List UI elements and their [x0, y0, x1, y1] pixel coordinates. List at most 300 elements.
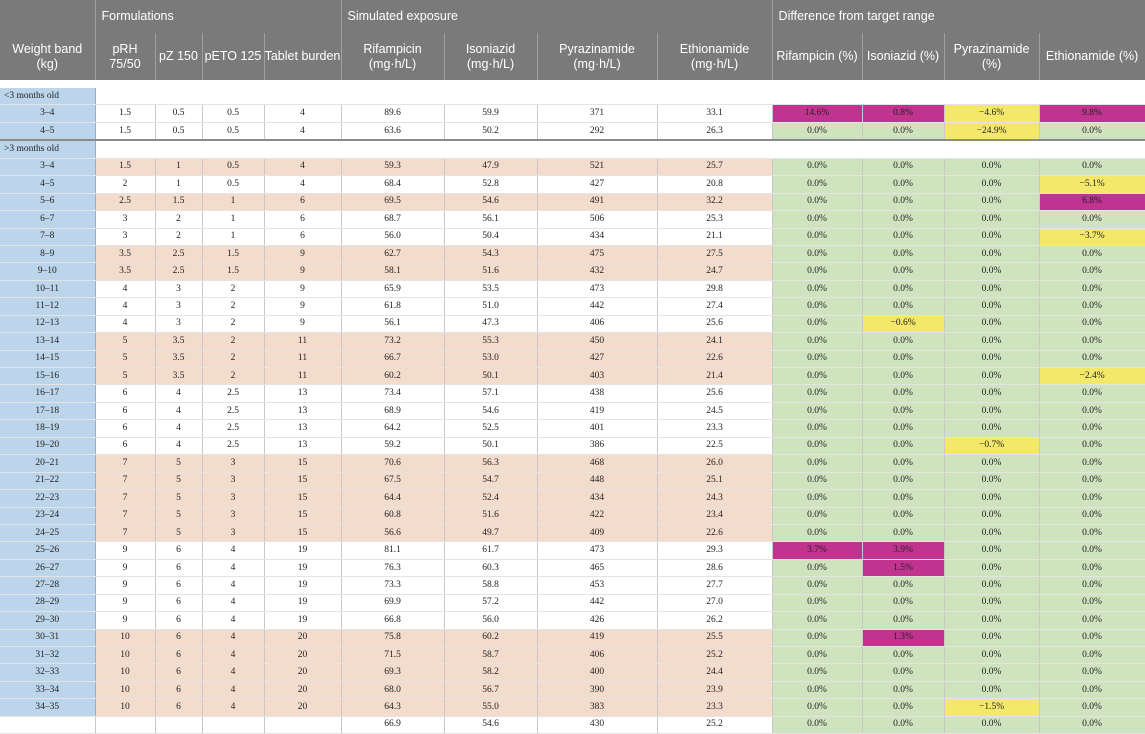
exp-rif-cell: 69.3 — [341, 664, 444, 681]
summary-diff-eto: 0.0% — [1039, 716, 1145, 733]
table-row — [0, 158, 1145, 175]
prh-cell: 4 — [95, 315, 155, 332]
table-row — [0, 263, 1145, 280]
diff-eto-cell: 0.0% — [1039, 472, 1145, 489]
weight-band-cell: 30–31 — [0, 629, 95, 646]
tablet-cell: 9 — [264, 245, 341, 262]
diff-rif-cell: 0.0% — [772, 647, 862, 664]
exp-pza-cell: 450 — [537, 333, 657, 350]
table-row — [0, 647, 1145, 664]
table-row — [0, 105, 1145, 122]
diff-pza-cell: 0.0% — [944, 280, 1039, 297]
peto-cell: 1.5 — [202, 263, 264, 280]
col-pz: pZ 150 — [155, 33, 202, 80]
tablet-cell: 20 — [264, 629, 341, 646]
section-row-lt3 — [0, 88, 1145, 105]
exp-pza-cell: 473 — [537, 542, 657, 559]
diff-eto-cell: 0.0% — [1039, 280, 1145, 297]
diff-rif-cell: 0.0% — [772, 559, 862, 576]
table-row — [0, 176, 1145, 193]
pz-cell: 5 — [155, 490, 202, 507]
tablet-cell: 15 — [264, 490, 341, 507]
weight-band-cell: 34–35 — [0, 699, 95, 716]
pz-cell: 6 — [155, 664, 202, 681]
prh-cell: 9 — [95, 559, 155, 576]
table-row — [0, 368, 1145, 385]
exp-rif-cell: 73.3 — [341, 577, 444, 594]
exp-inh-cell: 55.0 — [444, 699, 537, 716]
weight-band-cell: 26–27 — [0, 559, 95, 576]
exp-rif-cell: 60.2 — [341, 368, 444, 385]
exp-eto-cell: 24.4 — [657, 664, 772, 681]
summary-pz — [155, 716, 202, 733]
exp-pza-cell: 506 — [537, 211, 657, 228]
exp-inh-cell: 60.2 — [444, 629, 537, 646]
diff-rif-cell: 0.0% — [772, 699, 862, 716]
exp-pza-cell: 438 — [537, 385, 657, 402]
tablet-cell: 20 — [264, 699, 341, 716]
exp-inh-cell: 52.8 — [444, 176, 537, 193]
table-row — [0, 385, 1145, 402]
diff-rif-cell: 0.0% — [772, 193, 862, 210]
exp-rif-cell: 69.9 — [341, 594, 444, 611]
table-row — [0, 681, 1145, 698]
weight-band-cell: 3–4 — [0, 158, 95, 175]
exp-eto-cell: 33.1 — [657, 105, 772, 122]
exp-rif-cell: 59.2 — [341, 437, 444, 454]
diff-pza-cell: 0.0% — [944, 647, 1039, 664]
weight-band-cell: 32–33 — [0, 664, 95, 681]
exp-rif-cell: 62.7 — [341, 245, 444, 262]
diff-pza-cell: 0.0% — [944, 420, 1039, 437]
header-difference: Difference from target range — [772, 0, 1145, 33]
exp-eto-cell: 25.5 — [657, 629, 772, 646]
exp-pza-cell: 475 — [537, 245, 657, 262]
peto-cell: 3 — [202, 507, 264, 524]
diff-rif-cell: 0.0% — [772, 524, 862, 541]
tablet-cell: 15 — [264, 472, 341, 489]
exp-rif-cell: 60.8 — [341, 507, 444, 524]
prh-cell: 7 — [95, 507, 155, 524]
exp-rif-cell: 64.4 — [341, 490, 444, 507]
exp-inh-cell: 57.1 — [444, 385, 537, 402]
prh-cell: 1.5 — [95, 122, 155, 140]
exp-eto-cell: 22.6 — [657, 524, 772, 541]
exp-eto-cell: 25.3 — [657, 211, 772, 228]
diff-pza-cell: 0.0% — [944, 211, 1039, 228]
table-row — [0, 699, 1145, 716]
tablet-cell: 15 — [264, 524, 341, 541]
tablet-cell: 15 — [264, 455, 341, 472]
tablet-cell: 19 — [264, 577, 341, 594]
diff-eto-cell: 0.0% — [1039, 629, 1145, 646]
exp-pza-cell: 403 — [537, 368, 657, 385]
diff-pza-cell: 0.0% — [944, 385, 1039, 402]
exp-eto-cell: 27.7 — [657, 577, 772, 594]
diff-eto-cell: 0.0% — [1039, 158, 1145, 175]
table-row — [0, 333, 1145, 350]
diff-inh-cell: 0.0% — [862, 420, 944, 437]
exp-pza-cell: 406 — [537, 647, 657, 664]
spacer-cell — [0, 80, 1145, 88]
table-row — [0, 280, 1145, 297]
exp-rif-cell: 65.9 — [341, 280, 444, 297]
pz-cell: 2.5 — [155, 245, 202, 262]
diff-pza-cell: 0.0% — [944, 524, 1039, 541]
diff-inh-cell: 0.8% — [862, 105, 944, 122]
diff-eto-cell: 0.0% — [1039, 612, 1145, 629]
prh-cell: 10 — [95, 699, 155, 716]
prh-cell: 7 — [95, 490, 155, 507]
diff-rif-cell: 0.0% — [772, 594, 862, 611]
prh-cell: 6 — [95, 402, 155, 419]
exp-eto-cell: 27.5 — [657, 245, 772, 262]
exp-inh-cell: 53.5 — [444, 280, 537, 297]
prh-cell: 5 — [95, 368, 155, 385]
diff-eto-cell: 0.0% — [1039, 542, 1145, 559]
exp-inh-cell: 60.3 — [444, 559, 537, 576]
diff-eto-cell: 0.0% — [1039, 524, 1145, 541]
peto-cell: 3 — [202, 455, 264, 472]
peto-cell: 2 — [202, 298, 264, 315]
diff-eto-cell: −3.7% — [1039, 228, 1145, 245]
diff-eto-cell: 0.0% — [1039, 664, 1145, 681]
diff-inh-cell: 0.0% — [862, 211, 944, 228]
prh-cell: 9 — [95, 577, 155, 594]
exp-rif-cell: 69.5 — [341, 193, 444, 210]
exp-inh-cell: 47.3 — [444, 315, 537, 332]
spacer-row — [0, 80, 1145, 88]
summary-diff-rif: 0.0% — [772, 716, 862, 733]
table-row — [0, 524, 1145, 541]
table-row — [0, 577, 1145, 594]
col-diff-pyrazinamide: Pyrazinamide (%) — [944, 33, 1039, 80]
weight-band-cell: 4–5 — [0, 122, 95, 140]
col-diff-ethionamide: Ethionamide (%) — [1039, 33, 1145, 80]
pz-cell: 2 — [155, 211, 202, 228]
tablet-cell: 9 — [264, 280, 341, 297]
diff-inh-cell: 1.5% — [862, 559, 944, 576]
exp-eto-cell: 24.1 — [657, 333, 772, 350]
diff-rif-cell: 0.0% — [772, 455, 862, 472]
tablet-cell: 11 — [264, 333, 341, 350]
diff-inh-cell: 0.0% — [862, 699, 944, 716]
exp-eto-cell: 23.9 — [657, 681, 772, 698]
weight-band-cell: 29–30 — [0, 612, 95, 629]
exp-eto-cell: 25.7 — [657, 158, 772, 175]
exp-eto-cell: 32.2 — [657, 193, 772, 210]
peto-cell: 0.5 — [202, 158, 264, 175]
prh-cell: 4 — [95, 280, 155, 297]
summary-inh: 54.6 — [444, 716, 537, 733]
section-filler — [95, 88, 1145, 105]
exp-inh-cell: 54.6 — [444, 193, 537, 210]
exp-inh-cell: 47.9 — [444, 158, 537, 175]
exp-rif-cell: 56.6 — [341, 524, 444, 541]
diff-pza-cell: 0.0% — [944, 263, 1039, 280]
table-row — [0, 350, 1145, 367]
table-row — [0, 193, 1145, 210]
exp-rif-cell: 71.5 — [341, 647, 444, 664]
col-exp-ethionamide: Ethionamide (mg·h/L) — [657, 33, 772, 80]
weight-band-cell: 3–4 — [0, 105, 95, 122]
diff-rif-cell: 0.0% — [772, 577, 862, 594]
peto-cell: 4 — [202, 542, 264, 559]
peto-cell: 2 — [202, 315, 264, 332]
exp-pza-cell: 401 — [537, 420, 657, 437]
pz-cell: 6 — [155, 542, 202, 559]
exp-eto-cell: 22.6 — [657, 350, 772, 367]
diff-eto-cell: 0.0% — [1039, 507, 1145, 524]
diff-rif-cell: 0.0% — [772, 612, 862, 629]
pz-cell: 6 — [155, 699, 202, 716]
diff-rif-cell: 0.0% — [772, 402, 862, 419]
col-exp-pyrazinamide: Pyrazinamide (mg·h/L) — [537, 33, 657, 80]
diff-pza-cell: −24.9% — [944, 122, 1039, 140]
prh-cell: 1.5 — [95, 105, 155, 122]
prh-cell: 5 — [95, 333, 155, 350]
diff-inh-cell: 0.0% — [862, 176, 944, 193]
diff-pza-cell: 0.0% — [944, 402, 1039, 419]
diff-pza-cell: 0.0% — [944, 455, 1039, 472]
diff-inh-cell: 0.0% — [862, 385, 944, 402]
prh-cell: 10 — [95, 629, 155, 646]
summary-rif: 66.9 — [341, 716, 444, 733]
table-row — [0, 228, 1145, 245]
col-diff-rifampicin: Rifampicin (%) — [772, 33, 862, 80]
diff-pza-cell: −4.6% — [944, 105, 1039, 122]
pz-cell: 4 — [155, 420, 202, 437]
diff-inh-cell: 0.0% — [862, 472, 944, 489]
table-row — [0, 420, 1145, 437]
weight-band-cell: 23–24 — [0, 507, 95, 524]
pz-cell: 3 — [155, 298, 202, 315]
peto-cell: 0.5 — [202, 176, 264, 193]
exp-eto-cell: 24.7 — [657, 263, 772, 280]
diff-eto-cell: −5.1% — [1039, 176, 1145, 193]
peto-cell: 4 — [202, 664, 264, 681]
col-tablet-burden: Tablet burden — [264, 33, 341, 80]
exp-eto-cell: 22.5 — [657, 437, 772, 454]
exp-eto-cell: 23.3 — [657, 699, 772, 716]
peto-cell: 4 — [202, 594, 264, 611]
table-row — [0, 629, 1145, 646]
exp-inh-cell: 59.9 — [444, 105, 537, 122]
tablet-cell: 11 — [264, 350, 341, 367]
pz-cell: 1.5 — [155, 193, 202, 210]
peto-cell: 1 — [202, 211, 264, 228]
diff-rif-cell: 14.6% — [772, 105, 862, 122]
diff-pza-cell: 0.0% — [944, 472, 1039, 489]
exp-rif-cell: 58.1 — [341, 263, 444, 280]
peto-cell: 4 — [202, 577, 264, 594]
table-row — [0, 455, 1145, 472]
diff-inh-cell: −0.6% — [862, 315, 944, 332]
table-row — [0, 298, 1145, 315]
diff-eto-cell: 0.0% — [1039, 681, 1145, 698]
peto-cell: 2 — [202, 333, 264, 350]
table-row — [0, 542, 1145, 559]
peto-cell: 4 — [202, 559, 264, 576]
pz-cell: 6 — [155, 594, 202, 611]
diff-rif-cell: 0.0% — [772, 420, 862, 437]
exp-eto-cell: 25.1 — [657, 472, 772, 489]
diff-inh-cell: 0.0% — [862, 245, 944, 262]
diff-eto-cell: 0.0% — [1039, 490, 1145, 507]
diff-inh-cell: 1.3% — [862, 629, 944, 646]
weight-band-cell: 5–6 — [0, 193, 95, 210]
diff-inh-cell: 0.0% — [862, 455, 944, 472]
diff-pza-cell: 0.0% — [944, 577, 1039, 594]
weight-band-cell: 22–23 — [0, 490, 95, 507]
exp-inh-cell: 50.4 — [444, 228, 537, 245]
exp-inh-cell: 52.4 — [444, 490, 537, 507]
diff-pza-cell: 0.0% — [944, 490, 1039, 507]
weight-band-cell: 28–29 — [0, 594, 95, 611]
diff-eto-cell: 6.8% — [1039, 193, 1145, 210]
exp-pza-cell: 521 — [537, 158, 657, 175]
pz-cell: 5 — [155, 524, 202, 541]
diff-rif-cell: 0.0% — [772, 507, 862, 524]
diff-inh-cell: 3.9% — [862, 542, 944, 559]
diff-eto-cell: 9.8% — [1039, 105, 1145, 122]
diff-eto-cell: 0.0% — [1039, 559, 1145, 576]
exp-inh-cell: 54.7 — [444, 472, 537, 489]
diff-pza-cell: 0.0% — [944, 629, 1039, 646]
diff-eto-cell: 0.0% — [1039, 437, 1145, 454]
exp-pza-cell: 434 — [537, 490, 657, 507]
exp-rif-cell: 56.1 — [341, 315, 444, 332]
prh-cell: 2 — [95, 176, 155, 193]
tablet-cell: 9 — [264, 315, 341, 332]
weight-band-cell: 17–18 — [0, 402, 95, 419]
exp-inh-cell: 58.7 — [444, 647, 537, 664]
diff-rif-cell: 0.0% — [772, 263, 862, 280]
exp-pza-cell: 453 — [537, 577, 657, 594]
peto-cell: 4 — [202, 681, 264, 698]
diff-inh-cell: 0.0% — [862, 490, 944, 507]
summary-band — [0, 716, 95, 733]
col-exp-isoniazid: Isoniazid (mg·h/L) — [444, 33, 537, 80]
pz-cell: 3.5 — [155, 333, 202, 350]
tablet-cell: 13 — [264, 420, 341, 437]
summary-pza: 430 — [537, 716, 657, 733]
diff-pza-cell: 0.0% — [944, 594, 1039, 611]
exp-rif-cell: 76.3 — [341, 559, 444, 576]
exp-rif-cell: 56.0 — [341, 228, 444, 245]
prh-cell: 2.5 — [95, 193, 155, 210]
col-exp-rifampicin: Rifampicin (mg·h/L) — [341, 33, 444, 80]
exp-rif-cell: 68.9 — [341, 402, 444, 419]
tablet-cell: 13 — [264, 385, 341, 402]
weight-band-cell: 14–15 — [0, 350, 95, 367]
tablet-cell: 19 — [264, 612, 341, 629]
exp-rif-cell: 59.3 — [341, 158, 444, 175]
exp-pza-cell: 465 — [537, 559, 657, 576]
table-row — [0, 122, 1145, 140]
diff-rif-cell: 0.0% — [772, 315, 862, 332]
exp-eto-cell: 25.6 — [657, 315, 772, 332]
peto-cell: 3 — [202, 472, 264, 489]
exp-pza-cell: 427 — [537, 176, 657, 193]
section-row-gt3 — [0, 140, 1145, 158]
table-row — [0, 664, 1145, 681]
prh-cell: 5 — [95, 350, 155, 367]
col-peto: pETO 125 — [202, 33, 264, 80]
exp-inh-cell: 61.7 — [444, 542, 537, 559]
tablet-cell: 19 — [264, 559, 341, 576]
exp-pza-cell: 442 — [537, 298, 657, 315]
pz-cell: 3 — [155, 315, 202, 332]
exp-inh-cell: 58.2 — [444, 664, 537, 681]
pz-cell: 6 — [155, 612, 202, 629]
weight-band-cell: 10–11 — [0, 280, 95, 297]
diff-eto-cell: 0.0% — [1039, 594, 1145, 611]
exp-rif-cell: 64.3 — [341, 699, 444, 716]
prh-cell: 6 — [95, 437, 155, 454]
tablet-cell: 19 — [264, 542, 341, 559]
diff-inh-cell: 0.0% — [862, 158, 944, 175]
diff-inh-cell: 0.0% — [862, 280, 944, 297]
diff-inh-cell: 0.0% — [862, 507, 944, 524]
pz-cell: 3.5 — [155, 368, 202, 385]
weight-band-cell: 27–28 — [0, 577, 95, 594]
diff-pza-cell: 0.0% — [944, 176, 1039, 193]
diff-eto-cell: 0.0% — [1039, 245, 1145, 262]
exp-inh-cell: 50.2 — [444, 122, 537, 140]
peto-cell: 0.5 — [202, 105, 264, 122]
exp-pza-cell: 427 — [537, 350, 657, 367]
weight-band-cell: 13–14 — [0, 333, 95, 350]
tablet-cell: 15 — [264, 507, 341, 524]
weight-band-cell: 12–13 — [0, 315, 95, 332]
pz-cell: 1 — [155, 176, 202, 193]
col-prh: pRH 75/50 — [95, 33, 155, 80]
diff-pza-cell: −0.7% — [944, 437, 1039, 454]
diff-rif-cell: 0.0% — [772, 664, 862, 681]
exp-eto-cell: 20.8 — [657, 176, 772, 193]
diff-eto-cell: 0.0% — [1039, 315, 1145, 332]
header-formulations: Formulations — [95, 0, 341, 33]
exp-inh-cell: 56.3 — [444, 455, 537, 472]
diff-rif-cell: 0.0% — [772, 333, 862, 350]
prh-cell: 4 — [95, 298, 155, 315]
exp-pza-cell: 419 — [537, 402, 657, 419]
diff-pza-cell: 0.0% — [944, 612, 1039, 629]
diff-inh-cell: 0.0% — [862, 524, 944, 541]
diff-rif-cell: 0.0% — [772, 629, 862, 646]
tablet-cell: 9 — [264, 298, 341, 315]
diff-pza-cell: 0.0% — [944, 333, 1039, 350]
peto-cell: 3 — [202, 524, 264, 541]
table-row — [0, 472, 1145, 489]
diff-inh-cell: 0.0% — [862, 577, 944, 594]
diff-pza-cell: 0.0% — [944, 664, 1039, 681]
diff-rif-cell: 0.0% — [772, 368, 862, 385]
pz-cell: 5 — [155, 455, 202, 472]
exp-rif-cell: 66.8 — [341, 612, 444, 629]
diff-eto-cell: 0.0% — [1039, 350, 1145, 367]
diff-rif-cell: 0.0% — [772, 211, 862, 228]
diff-pza-cell: 0.0% — [944, 681, 1039, 698]
exp-eto-cell: 21.4 — [657, 368, 772, 385]
exp-pza-cell: 409 — [537, 524, 657, 541]
prh-cell: 3.5 — [95, 245, 155, 262]
exp-inh-cell: 55.3 — [444, 333, 537, 350]
diff-pza-cell: −1.5% — [944, 699, 1039, 716]
exp-pza-cell: 292 — [537, 122, 657, 140]
exp-rif-cell: 75.8 — [341, 629, 444, 646]
